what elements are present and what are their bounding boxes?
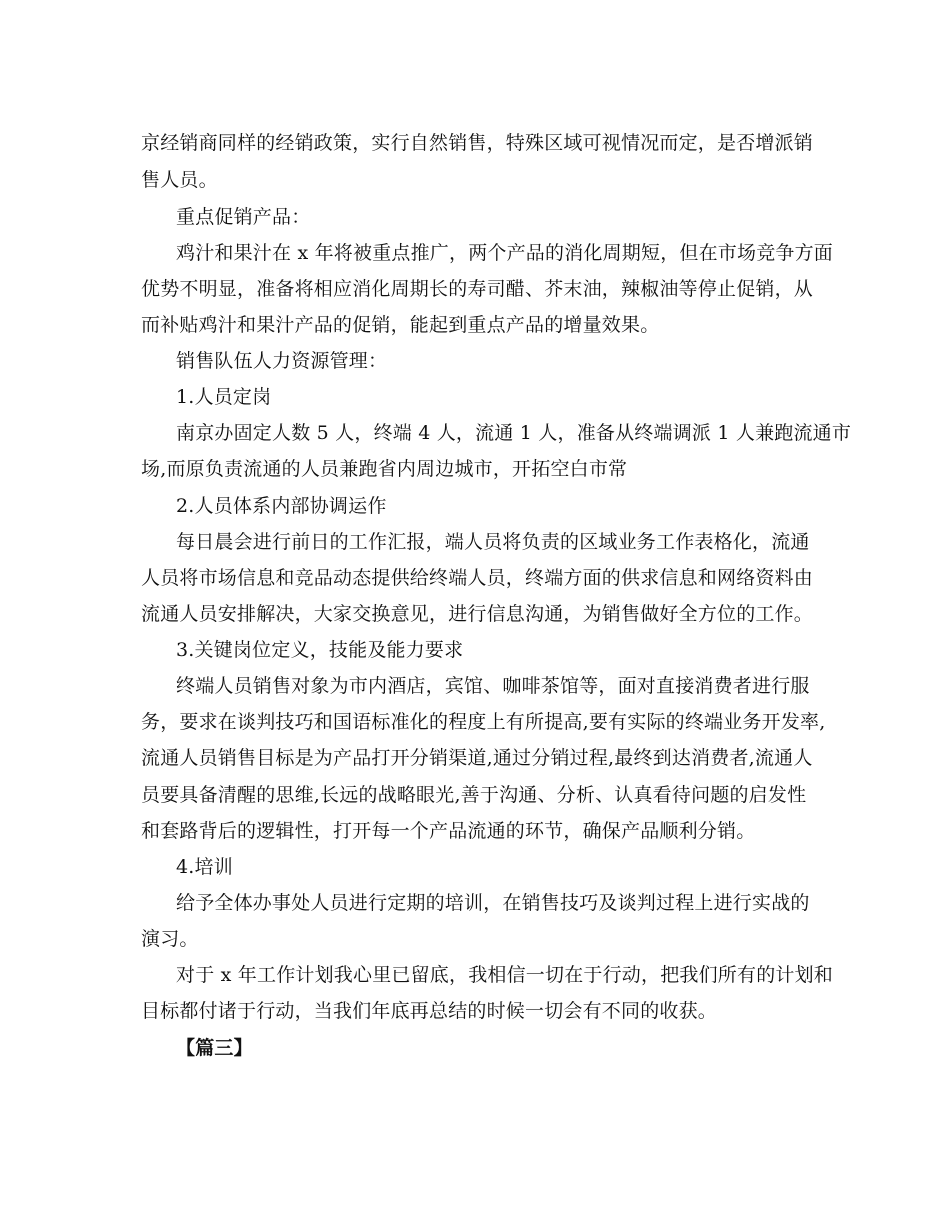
text-line: 京经销商同样的经销政策，实行自然销售，特殊区域可视情况而定，是否增派销 [141,132,814,154]
subsection-heading: 1.人员定岗 [176,386,272,408]
text-line: 对于 x 年工作计划我心里已留底，我相信一切在于行动，把我们所有的计划和 [176,964,833,986]
text-line: 流通人员销售目标是为产品打开分销渠道,通过分销过程,最终到达消费者,流通人 [141,747,813,769]
text-line: 目标都付诸于行动，当我们年底再总结的时候一切会有不同的收获。 [141,1000,718,1022]
text-line: 而补贴鸡汁和果汁产品的促销，能起到重点产品的增量效果。 [141,314,660,336]
subsection-heading: 2.人员体系内部协调运作 [176,495,387,517]
subsection-heading: 4.培训 [176,856,233,878]
text-line: 给予全体办事处人员进行定期的培训，在销售技巧及谈判过程上进行实战的 [176,892,810,914]
text-line: 演习。 [141,928,199,950]
text-line: 终端人员销售对象为市内酒店，宾馆、咖啡茶馆等，面对直接消费者进行服 [176,675,810,697]
text-line: 售人员。 [141,169,218,191]
text-line: 鸡汁和果汁在 x 年将被重点推广，两个产品的消化周期短，但在市场竞争方面 [176,242,833,264]
text-line: 人员将市场信息和竞品动态提供给终端人员，终端方面的供求信息和网络资料由 [141,567,814,589]
text-line: 和套路背后的逻辑性，打开每一个产品流通的环节，确保产品顺利分销。 [141,820,756,842]
text-line: 每日晨会进行前日的工作汇报，端人员将负责的区域业务工作表格化，流通 [176,531,810,553]
text-line: 优势不明显，准备将相应消化周期长的寿司醋、芥末油，辣椒油等停止促销，从 [141,278,814,300]
text-line: 流通人员安排解决，大家交换意见，进行信息沟通，为销售做好全方位的工作。 [141,603,814,625]
section-heading: 重点促销产品： [176,206,311,228]
text-line: 场,而原负责流通的人员兼跑省内周边城市，开拓空白市常 [141,458,628,480]
chapter-heading: 【篇三】 [176,1037,253,1059]
subsection-heading: 3.关键岗位定义，技能及能力要求 [176,639,464,661]
section-heading: 销售队伍人力资源管理： [176,350,388,372]
text-line: 务，要求在谈判技巧和国语标准化的程度上有所提高,要有实际的终端业务开发率, [141,711,826,733]
text-line: 南京办固定人数 5 人，终端 4 人，流通 1 人，准备从终端调派 1 人兼跑流通市 [176,422,852,444]
text-line: 员要具备清醒的思维,长远的战略眼光,善于沟通、分析、认真看待问题的启发性 [141,784,807,806]
